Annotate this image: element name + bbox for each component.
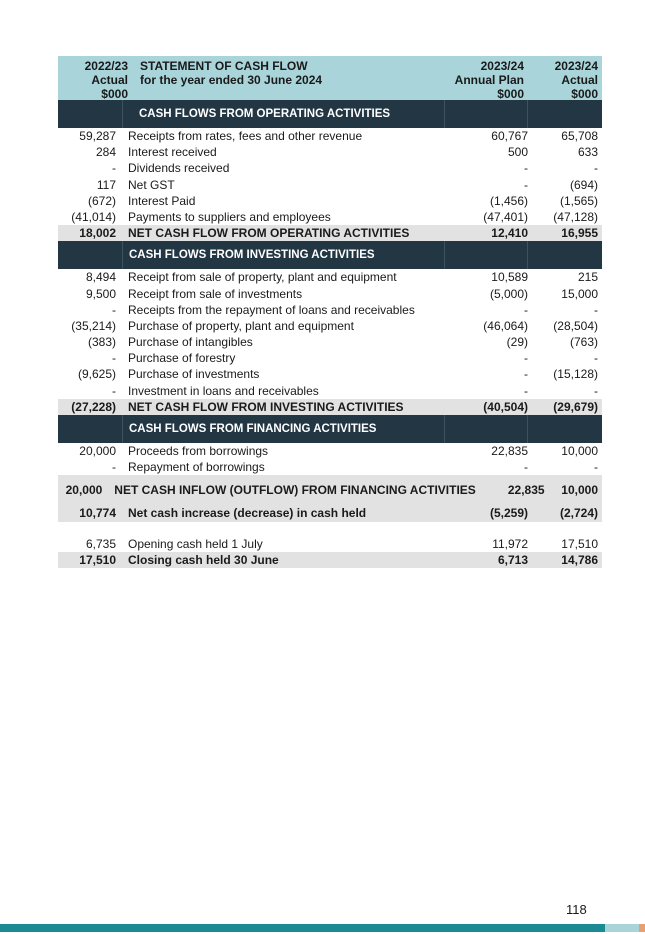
section-heading-financing: CASH FLOWS FROM FINANCING ACTIVITIES <box>58 415 602 443</box>
cash-flow-statement <box>58 56 602 568</box>
table-row <box>58 286 602 302</box>
prior-actual-cell: 20,000 <box>65 482 103 497</box>
actual-cell: - <box>594 351 598 366</box>
table-row <box>58 269 602 285</box>
actual-cell: 14,786 <box>561 552 598 567</box>
actual-cell: (2,724) <box>559 506 598 521</box>
prior-actual-cell: 8,494 <box>85 270 116 285</box>
annual-plan-cell: 60,767 <box>491 129 528 143</box>
description-cell: Purchase of intangibles <box>128 335 253 350</box>
prior-actual-cell: (383) <box>87 335 116 350</box>
total-row <box>58 475 602 505</box>
table-row <box>58 177 602 193</box>
section-heading-operating: CASH FLOWS FROM OPERATING ACTIVITIES <box>58 100 602 128</box>
description-cell: Net cash increase (decrease) in cash held <box>128 506 367 521</box>
col-annual-plan-header: 2023/24 Annual Plan $000 <box>454 59 524 101</box>
table-row <box>58 128 602 144</box>
table-row <box>58 366 602 382</box>
description-cell: Investment in loans and receivables <box>128 383 319 398</box>
total-row <box>58 225 602 241</box>
annual-plan-cell: (47,401) <box>483 209 528 224</box>
actual-cell: (15,128) <box>553 367 598 382</box>
table-row <box>58 302 602 318</box>
prior-actual-cell: (9,625) <box>77 367 116 382</box>
actual-cell: (47,128) <box>553 209 598 224</box>
description-cell: Purchase of forestry <box>128 351 236 366</box>
prior-actual-cell: 284 <box>95 145 116 160</box>
description-cell: NET CASH INFLOW (OUTFLOW) FROM FINANCING ACTIVITIES <box>114 482 476 497</box>
footer-bar <box>0 924 605 932</box>
annual-plan-cell: 6,713 <box>497 552 528 567</box>
operating-rows <box>58 128 602 241</box>
annual-plan-cell: (46,064) <box>483 318 528 333</box>
annual-plan-cell: - <box>524 177 528 192</box>
actual-cell: - <box>594 302 598 317</box>
description-cell: Receipt from sale of investments <box>128 286 303 301</box>
description-cell: Repayment of borrowings <box>128 460 265 475</box>
actual-cell: (28,504) <box>553 318 598 333</box>
annual-plan-cell: (1,456) <box>489 193 528 208</box>
prior-actual-cell: - <box>112 460 116 475</box>
actual-cell: - <box>594 383 598 398</box>
description-cell: Closing cash held 30 June <box>128 552 279 567</box>
actual-cell: 10,000 <box>561 444 598 458</box>
table-row <box>58 443 602 459</box>
table-row <box>58 383 602 399</box>
actual-cell: (1,565) <box>559 193 598 208</box>
actual-cell: 65,708 <box>561 129 598 143</box>
prior-actual-cell: (27,228) <box>71 399 116 414</box>
description-cell: Receipts from the repayment of loans and receivables <box>128 302 415 317</box>
net-change-row <box>58 505 602 521</box>
table-row <box>58 318 602 334</box>
table-row <box>58 350 602 366</box>
description-cell: Interest received <box>128 145 217 160</box>
table-row <box>58 459 602 475</box>
description-cell: Dividends received <box>128 161 230 176</box>
actual-cell: 16,955 <box>561 226 598 241</box>
annual-plan-cell: (5,259) <box>489 506 528 521</box>
footer-bar-accent <box>605 924 639 932</box>
description-cell: Opening cash held 1 July <box>128 536 263 551</box>
actual-cell: (694) <box>569 177 598 192</box>
description-cell: NET CASH FLOW FROM OPERATING ACTIVITIES <box>128 226 410 241</box>
prior-actual-cell: - <box>112 302 116 317</box>
description-cell: Receipt from sale of property, plant and equipment <box>128 270 397 285</box>
total-row <box>58 399 602 415</box>
col-prior-actual-header: 2022/23 Actual $000 <box>84 59 128 101</box>
footer-bar-tip <box>639 924 645 932</box>
summary-rows <box>58 505 602 568</box>
description-cell: NET CASH FLOW FROM INVESTING ACTIVITIES <box>128 399 404 414</box>
annual-plan-cell: - <box>524 460 528 475</box>
financing-rows <box>58 443 602 505</box>
annual-plan-cell: 22,835 <box>491 444 528 458</box>
actual-cell: 10,000 <box>561 482 598 497</box>
annual-plan-cell: (40,504) <box>483 399 528 414</box>
section-heading-investing: CASH FLOWS FROM INVESTING ACTIVITIES <box>58 241 602 269</box>
table-row <box>58 334 602 350</box>
col-actual-header: 2023/24 Actual $000 <box>554 59 598 101</box>
prior-actual-cell: - <box>112 351 116 366</box>
annual-plan-cell: - <box>524 351 528 366</box>
description-cell: Purchase of investments <box>128 367 260 382</box>
actual-cell: 15,000 <box>561 286 598 301</box>
prior-actual-cell: 6,735 <box>85 536 116 551</box>
statement-title-block <box>128 56 434 100</box>
prior-actual-cell: (672) <box>87 193 116 208</box>
prior-actual-cell: - <box>112 383 116 398</box>
closing-cash-row <box>58 552 602 568</box>
annual-plan-cell: 22,835 <box>507 482 545 497</box>
description-cell: Interest Paid <box>128 193 196 208</box>
description-cell: Net GST <box>128 177 175 192</box>
actual-cell: (763) <box>569 335 598 350</box>
prior-actual-cell: 20,000 <box>79 444 116 458</box>
annual-plan-cell: (5,000) <box>489 286 528 301</box>
actual-cell: (29,679) <box>553 399 598 414</box>
actual-cell: 633 <box>577 145 598 160</box>
description-cell: Purchase of property, plant and equipment <box>128 318 354 333</box>
prior-actual-cell: 17,510 <box>79 552 116 567</box>
annual-plan-cell: 11,972 <box>492 536 528 551</box>
prior-actual-cell: (35,214) <box>71 318 116 333</box>
prior-actual-cell: (41,014) <box>71 209 116 224</box>
prior-actual-cell: - <box>112 161 116 176</box>
description-cell: Payments to suppliers and employees <box>128 209 331 224</box>
description-cell: Proceeds from borrowings <box>128 444 269 458</box>
annual-plan-cell: 12,410 <box>491 226 528 241</box>
investing-rows <box>58 269 602 415</box>
actual-cell: 17,510 <box>561 536 598 551</box>
prior-actual-cell: 59,287 <box>79 129 116 143</box>
spacer <box>58 522 602 536</box>
annual-plan-cell: (29) <box>506 335 528 350</box>
annual-plan-cell: - <box>524 161 528 176</box>
statement-subtitle: for the year ended 30 June 2024 <box>140 73 323 87</box>
table-header <box>58 56 602 100</box>
prior-actual-cell: 117 <box>96 177 116 192</box>
table-row <box>58 144 602 160</box>
annual-plan-cell: - <box>524 367 528 382</box>
annual-plan-cell: 10,589 <box>491 270 528 285</box>
annual-plan-cell: - <box>524 383 528 398</box>
description-cell: Receipts from rates, fees and other revenue <box>128 129 363 143</box>
table-row <box>58 160 602 176</box>
statement-title: STATEMENT OF CASH FLOW <box>140 59 308 73</box>
prior-actual-cell: 9,500 <box>85 286 116 301</box>
prior-actual-cell: 18,002 <box>79 226 116 241</box>
actual-cell: 215 <box>577 270 598 285</box>
annual-plan-cell: - <box>524 302 528 317</box>
opening-cash-row <box>58 536 602 552</box>
page-number: 118 <box>566 902 587 917</box>
annual-plan-cell: 500 <box>507 145 528 160</box>
prior-actual-cell: 10,774 <box>79 506 116 521</box>
table-row <box>58 193 602 209</box>
actual-cell: - <box>594 460 598 475</box>
table-row <box>58 209 602 225</box>
actual-cell: - <box>594 161 598 176</box>
